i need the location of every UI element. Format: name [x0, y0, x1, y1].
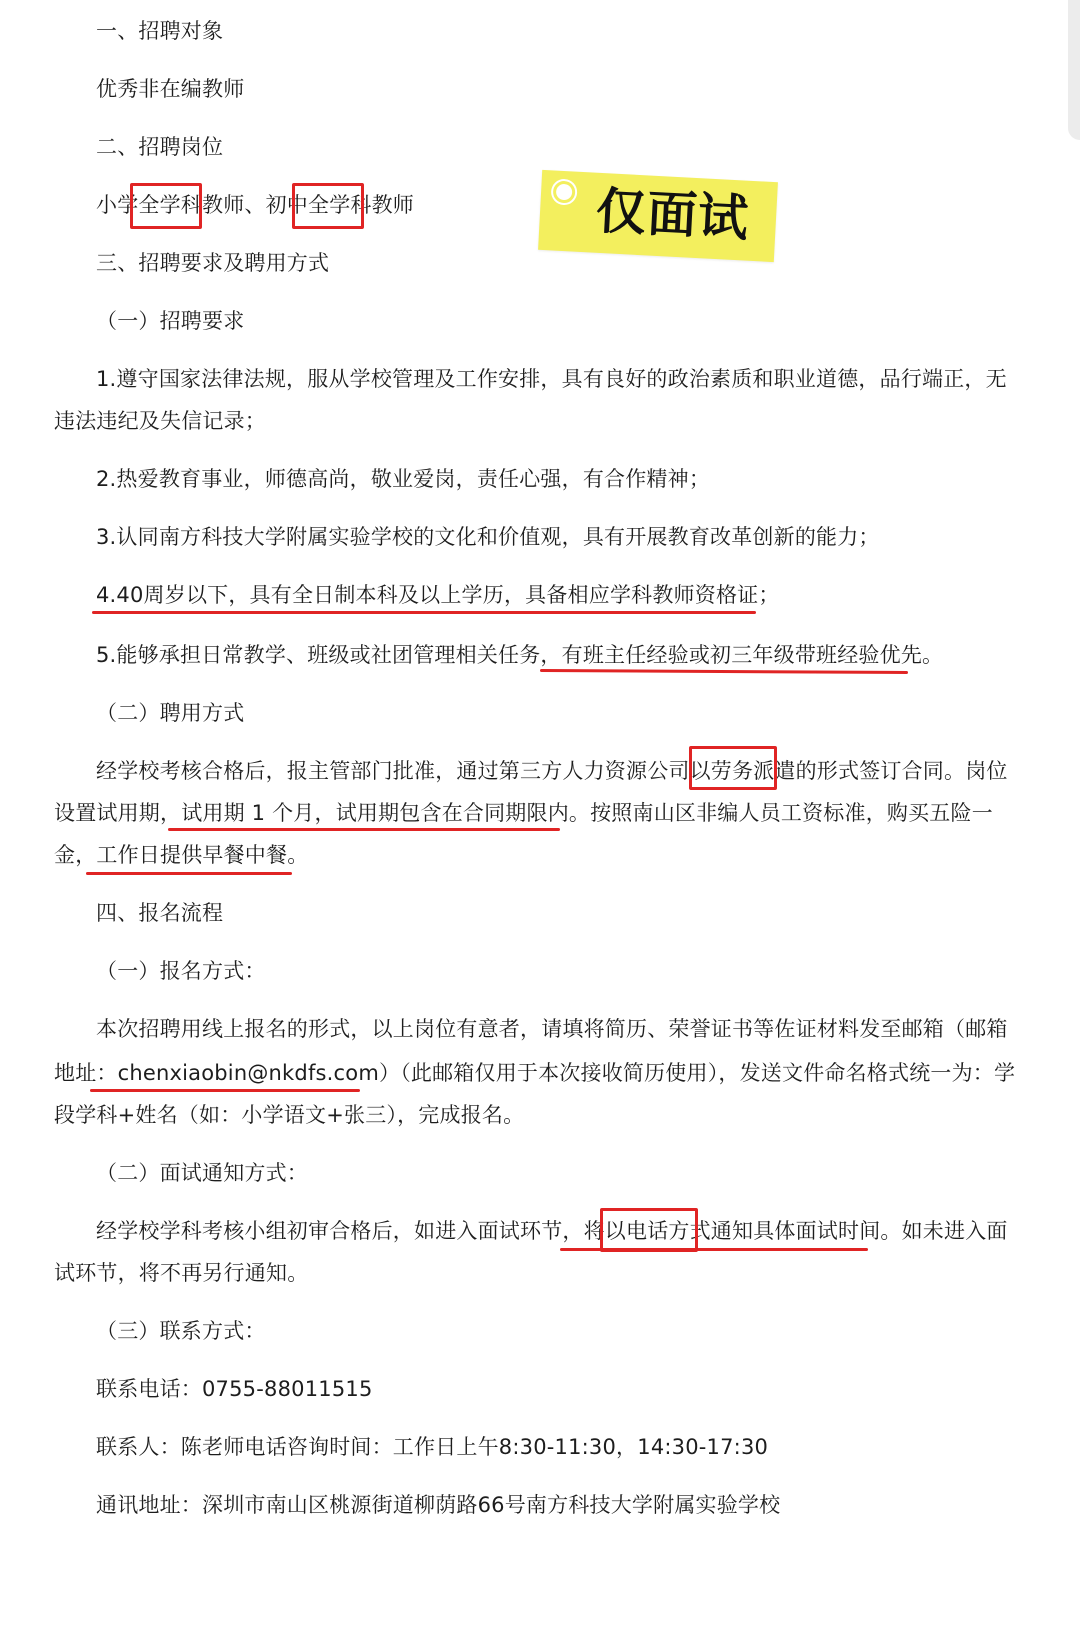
positions-text: 小学全学科教师、初中全学科教师 — [96, 193, 414, 217]
interview-only-sticker — [538, 170, 778, 262]
requirement-1-line-2: 违法违纪及失信记录； — [54, 409, 266, 433]
subheading-requirements: （一）招聘要求 — [96, 309, 245, 333]
application-line-2: 地址：chenxiaobin@nkdfs.com）（此邮箱仅用于本次接收简历使用），发送文件命名格式统一为：学 — [54, 1061, 1016, 1085]
heading-recruitment-target: 一、招聘对象 — [96, 19, 224, 43]
requirement-5: 5.能够承担日常教学、班级或社团管理相关任务，有班主任经验或初三年级带班经验优先。 — [96, 643, 944, 667]
subheading-application-method: （一）报名方式： — [96, 959, 266, 983]
requirement-4: 4.40周岁以下，具有全日制本科及以上学历，具备相应学科教师资格证； — [96, 583, 780, 607]
requirement-2: 2.热爱教育事业，师德高尚，敬业爱岗，责任心强，有合作精神； — [96, 467, 711, 491]
highlight-box-phone-method — [600, 1208, 698, 1252]
underline-meals — [86, 872, 292, 875]
sticker-dot-icon — [553, 180, 576, 203]
contact-address: 通讯地址：深圳市南山区桃源街道柳荫路66号南方科技大学附属实验学校 — [96, 1493, 781, 1517]
employment-line-2: 设置试用期，试用期 1 个月，试用期包含在合同期限内。按照南山区非编人员工资标准，购买五险一 — [54, 801, 993, 825]
highlight-box-all-subjects-junior — [292, 183, 364, 229]
sticker-label: 仅面试 — [594, 181, 751, 248]
application-line-1: 本次招聘用线上报名的形式，以上岗位有意者，请填将简历、荣誉证书等佐证材料发至邮箱（邮箱 — [96, 1017, 1008, 1041]
heading-requirements-and-employment: 三、招聘要求及聘用方式 — [96, 251, 330, 275]
contact-phone: 联系电话：0755-88011515 — [96, 1377, 373, 1401]
underline-email-address — [90, 1089, 360, 1092]
underline-head-teacher-experience — [540, 669, 908, 674]
application-line-3: 段学科+姓名（如：小学语文+张三），完成报名。 — [54, 1103, 525, 1127]
subheading-interview-notice: （二）面试通知方式： — [96, 1161, 308, 1185]
highlight-box-all-subjects-primary — [130, 183, 202, 229]
underline-phone-notice — [560, 1248, 868, 1251]
subheading-employment-method: （二）聘用方式 — [96, 701, 245, 725]
heading-positions: 二、招聘岗位 — [96, 135, 224, 159]
target-text: 优秀非在编教师 — [96, 77, 245, 101]
subheading-contact: （三）联系方式： — [96, 1319, 266, 1343]
highlight-box-labor-dispatch — [689, 746, 777, 790]
employment-line-1: 经学校考核合格后，报主管部门批准，通过第三方人力资源公司以劳务派遣的形式签订合同。岗位 — [96, 759, 1008, 783]
contact-person-hours: 联系人：陈老师电话咨询时间：工作日上午8:30-11:30，14:30-17:30 — [96, 1435, 769, 1459]
heading-application-process: 四、报名流程 — [96, 901, 224, 925]
underline-probation-period — [168, 828, 560, 831]
employment-line-3: 金，工作日提供早餐中餐。 — [54, 843, 309, 867]
requirement-1-line-1: 1.遵守国家法律法规，服从学校管理及工作安排，具有良好的政治素质和职业道德，品行端正，无 — [96, 367, 1007, 391]
requirement-3: 3.认同南方科技大学附属实验学校的文化和价值观，具有开展教育改革创新的能力； — [96, 525, 880, 549]
interview-line-2: 试环节，将不再另行通知。 — [54, 1261, 309, 1285]
scroll-edge-handle[interactable] — [1068, 0, 1080, 140]
interview-line-1: 经学校学科考核小组初审合格后，如进入面试环节，将以电话方式通知具体面试时间。如未进入面 — [96, 1219, 1008, 1243]
underline-age-education — [92, 611, 756, 614]
